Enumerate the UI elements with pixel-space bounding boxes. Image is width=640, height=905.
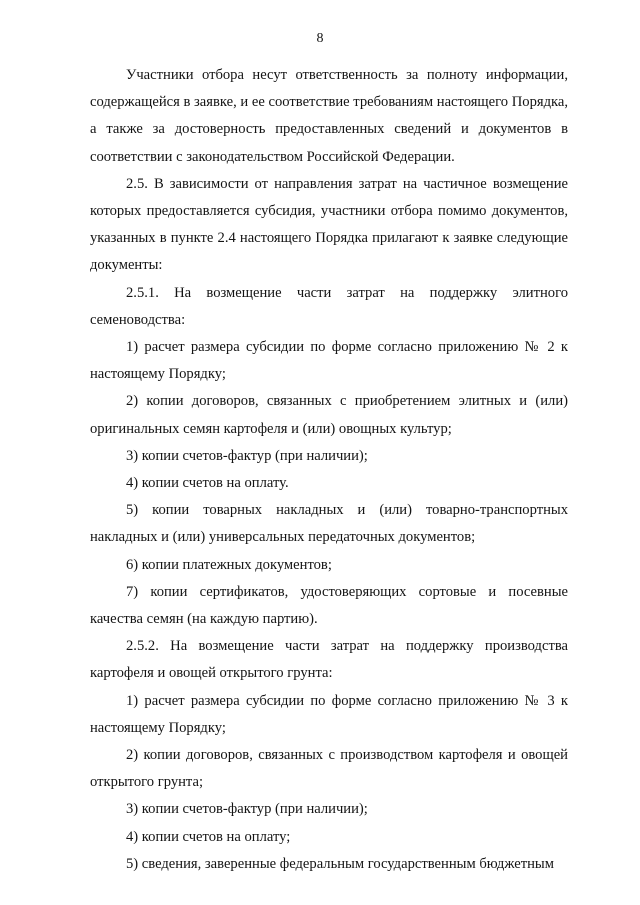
list-item-2-5-1-7: 7) копии сертификатов, удостоверяющих сортовые и посевные качества семян (на каждую партию). — [90, 583, 568, 628]
document-body — [90, 62, 568, 878]
list-item-2-5-1-5: 5) копии товарных накладных и (или) товарно-транспортных накладных и (или) универсальных передаточных документов; — [90, 502, 568, 546]
list-item-2-5-1-1: 1) расчет размера субсидии по форме согласно приложению № 2 к настоящему Порядку; — [90, 339, 568, 383]
page-number: 8 — [316, 31, 324, 46]
paragraph-2-5: 2.5. В зависимости от направления затрат на частичное возмещение которых предоставляется субсидия, участники отбора помимо документов, указанных в пункте 2.4 настоящего Порядка прилагают к заявке следующие документы: — [90, 175, 568, 274]
list-item-2-5-1-4: 4) копии счетов на оплату. — [126, 475, 289, 492]
list-item-2-5-1-6: 6) копии платежных документов; — [126, 556, 332, 573]
list-item-2-5-2-5: 5) сведения, заверенные федеральным государственным бюджетным — [126, 855, 554, 872]
paragraph-2-5-2: 2.5.2. На возмещение части затрат на поддержку производства картофеля и овощей открытого грунта: — [90, 638, 568, 682]
list-item-2-5-2-3: 3) копии счетов-фактур (при наличии); — [126, 801, 368, 818]
list-item-2-5-1-2: 2) копии договоров, связанных с приобретением элитных и (или) оригинальных семян картофеля и (или) овощных культур; — [90, 393, 568, 437]
list-item-2-5-2-1: 1) расчет размера субсидии по форме согласно приложению № 3 к настоящему Порядку; — [90, 692, 568, 736]
list-item-2-5-2-4: 4) копии счетов на оплату; — [126, 828, 291, 845]
list-item-2-5-2-2: 2) копии договоров, связанных с производством картофеля и овощей открытого грунта; — [90, 747, 568, 791]
paragraph-responsibility: Участники отбора несут ответственность за полноту информации, содержащейся в заявке, и ее соответствие требованиям настоящего Порядка, а также за достоверность предоставленных сведений и документов в соответствии с законодательством Российской Федерации. — [90, 67, 568, 165]
paragraph-2-5-1: 2.5.1. На возмещение части затрат на поддержку элитного семеноводства: — [90, 284, 568, 328]
list-item-2-5-1-3: 3) копии счетов-фактур (при наличии); — [126, 447, 368, 464]
